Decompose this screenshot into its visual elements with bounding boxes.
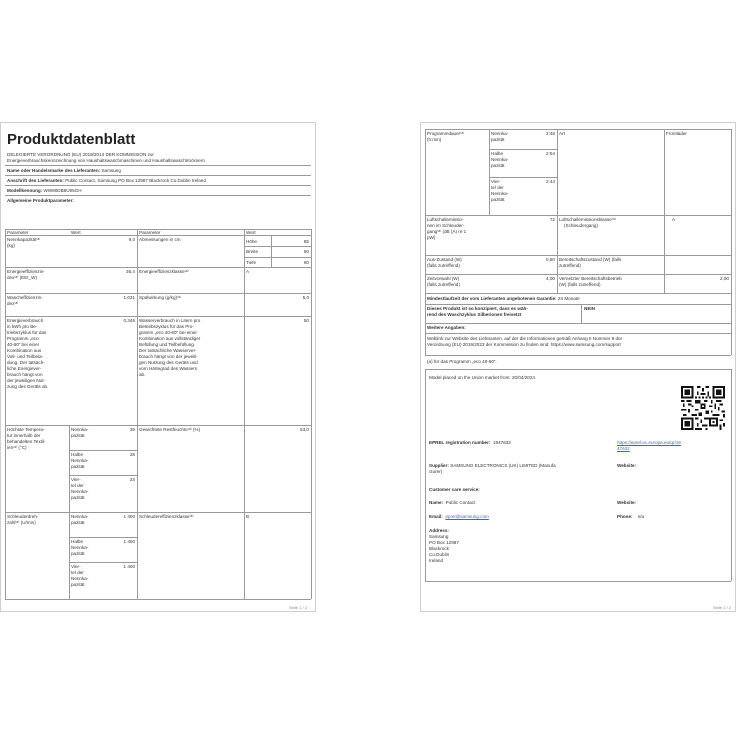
eprel-website-label: Website: <box>617 463 637 468</box>
regulation-line-2: Energieverbrauchskennzeichnung von Haushaltswaschmaschinen und Haushaltswaschtrocknern <box>7 157 205 163</box>
header-parameter-2: Parameter <box>139 230 161 235</box>
further-info-label: Weitere Angaben: <box>427 325 466 330</box>
dim-depth-value: 60 <box>303 260 309 265</box>
eei-label-1: Energieeffizienzin- <box>7 269 45 274</box>
regulation-line-1: DELEGIERTE VERORDNUNG (EU) 2019/2014 DER KOMMISSION zur <box>7 152 154 157</box>
spin-class-value: B <box>246 514 250 519</box>
rinsing-value: 5,0 <box>302 295 309 300</box>
supplier-row: Name oder Handelsmarke des Lieferanten: Samsung <box>7 168 121 173</box>
energy-class-label: Energieeffizienzklasse⁽ᵃ⁾ <box>139 269 189 274</box>
header-parameter: Parameter <box>7 230 29 235</box>
eprel-supplier: Supplier: SAMSUNG ELECTRONICS (UK) LIMITED (Manufa cturer) <box>429 463 556 474</box>
delay-start-value: 4,00 <box>546 276 555 281</box>
model-row: Modellkennung: WW90DB8U95GH <box>7 188 82 193</box>
noise-class-value: A <box>672 217 676 222</box>
capacity-label: Nennkapazität⁽ᵃ⁾ <box>7 237 41 242</box>
dim-width-value: 60 <box>303 249 309 254</box>
type-label: Art <box>559 131 565 136</box>
page-number: Seite 1 / 2 <box>289 605 308 610</box>
eei-value: 36,4 <box>126 269 135 274</box>
capacity-unit: (kg) <box>7 243 15 248</box>
care-name: Name: Public Contact <box>429 500 476 505</box>
email-link[interactable]: eprel@samsung.com <box>445 514 489 519</box>
warranty-row: Mindestlaufzeit der vom Lieferanten angebotenen Garantie: 24 Monate <box>427 296 580 301</box>
wash-eff-label-1: Wascheffizienzin- <box>7 295 43 300</box>
dim-depth-label: Tiefe <box>246 260 257 265</box>
eprel-link[interactable]: https://eprel.ec.europa.eu/qr/19 47632 <box>617 440 681 451</box>
capacity-value: 9,0 <box>128 237 135 242</box>
dim-height-label: Höhe <box>246 239 257 244</box>
header-value: Wert <box>71 230 81 235</box>
wash-eff-label-2: dex⁽ᵃ⁾ <box>7 301 19 306</box>
header-value-2: Wert <box>246 230 256 235</box>
qr-code-icon <box>681 386 725 430</box>
water-consumption-value: 50 <box>303 318 309 323</box>
rinsing-label: Spülwirkung (g/kg)⁽ᵃ⁾ <box>139 295 182 300</box>
residual-moisture-label: Gewichtete Restfeuchte⁽ᵃ⁾ (%) <box>139 427 201 432</box>
dim-width-label: Breite <box>246 249 259 254</box>
datasheet-page-1: Produktdatenblatt DELEGIERTE VERORDNUNG (EU) 2019/2014 DER KOMMISSION zur Energieverbrauchskennzeichnung von Haushaltswaschmaschinen und Haushaltswaschtrocknern Name oder Handelsmarke des Lieferanten: Samsung Anschrift des Lieferanten: Public Contact, Samsung PO Box 12987 Blackrock Co.Dublin Ireland Modellkennung: WW90DB8U95GH Allgemeine Produktparameter: Parameter Wert Parameter Wert Nennkapazität⁽ᵃ⁾ (kg) 9,0 Abmessungen in cm Höhe 85 Breite 60 Tiefe 60 Energieeffizienzin- dex⁽ᵃ⁾ (EEI_W) 36,4 Energieeffizienzklasse⁽ᵃ⁾ A Wascheffizienzin- dex⁽ᵃ⁾ 1,031 Spülwirkung (g/kg)⁽ᵃ⁾ 5,0 Energieverbrauch in kWh pro Be- triebszyklus für das Programm „eco 40-60“ bei einer Kombination aus Voll- und Teilbela- dung. Der tatsäch- liche Energiever- brauch hängt von der jeweiligen Nut- zung des Geräts ab. 0,346 Wasserverbrauch in Litern pro Betriebszyklus für das Pro- gramm „eco 40-60“ bei einer Kombination aus vollständiger Befüllung und Teilbefüllung. Der tatsächliche Wasserver- brauch hängt von der jeweili- gen Nutzung des Geräts und vom Härtegrad des Wassers ab. 50 Höchste Tempera- tur innerhalb der behandelten Textil- ien⁽ᵃ⁾ (°C) Nennka- pazität 39 Halbe Nennka- pazität 28 Vier- tel der Nennka- pazität 23 Gewichtete Restfeuchte⁽ᵃ⁾ (%) 53,0 Schleuderdreh- zahl⁽ᵃ⁾ (U/min) Nennka- pazität 1 400 Halbe Nennka- pazität 1 400 Vier- tel der Nennka- pazität 1 400 Schleudereffizienzklasse⁽ᵃ⁾ B Seite 1 / 2 <box>0 122 316 612</box>
noise-value: 72 <box>549 217 555 222</box>
footnote: (a) für das Programm „eco 40-60“. <box>427 359 497 364</box>
residual-moisture-value: 53,0 <box>300 427 309 432</box>
dim-height-value: 85 <box>303 239 309 244</box>
energy-consumption-value: 0,346 <box>123 318 135 323</box>
networked-standby-value: 2,00 <box>720 276 729 281</box>
eei-label-2: dex⁽ᵃ⁾ (EEI_W) <box>7 275 38 280</box>
care-address-label: Address: <box>429 528 449 533</box>
spin-class-label: Schleudereffizienzklasse⁽ᵃ⁾ <box>139 514 194 519</box>
care-email: Email: eprel@samsung.com <box>429 514 489 519</box>
model-placed-date: Model placed on the Union market from: 20/04/2024. <box>429 375 537 380</box>
wash-eff-value: 1,031 <box>123 295 135 300</box>
off-mode-value: 0,50 <box>546 257 555 262</box>
page-number-2: Seite 2 / 2 <box>713 605 732 610</box>
care-website-label: Website: <box>617 500 637 505</box>
silver-ions-value: NEIN <box>584 306 595 311</box>
energy-class-value: A <box>246 269 250 274</box>
dimensions-label: Abmessungen in cm <box>139 237 181 242</box>
page-title: Produktdatenblatt <box>7 131 136 148</box>
customer-care-label: Customer care service: <box>429 487 480 492</box>
supplier-address-row: Anschrift des Lieferanten: Public Contact, Samsung PO Box 12987 Blackrock Co.Dublin Ireland <box>7 178 206 183</box>
further-info-line-1: Weblink zur Website des Lieferanten, auf der die Informationen gemäß Anhang II Nummer 9 der <box>427 336 623 341</box>
general-params-label: Allgemeine Produktparameter: <box>7 198 74 203</box>
care-phone: Phone: n/a <box>617 514 645 519</box>
datasheet-page-2: Programmdauer⁽ᵃ⁾ (h:min) Nennka- pazität 3:48 Halbe Nennka- pazität 2:54 Vier- tel der Nennka- pazität 2:44 Art Frontlader Luftschallemissio- nen im Schleuder- gang⁽ᵃ⁾ (dB (A) re 1 pW) 72 Luftschallemissionsklasse⁽ᵃ⁾ (Schleudergang) A Aus-Zustand (W) (falls zutreffend) 0,50 Bereitschaftszustand (W) (falls zutreffend) Zeitvorwahl (W) (falls zutreffend) 4,00 Vernetzter Bereitschaftsbetrieb (W) (falls zutreffend) 2,00 Mindestlaufzeit der vom Lieferanten angebotenen Garantie: 24 Monate Dieses Produkt ist so konzipiert, dass es wäh- rend des Waschzyklus Silberionen freisetzt NEIN Weitere Angaben: Weblink zur Website des Lieferanten, auf der die Informationen gemäß Anhang II Nummer 9 der Verordnung (EU) 2019/2023 der Kommission zu finden sind: https://www.samsung.com/support (a) für das Programm „eco 40-60“. Model placed on the Union market from: 20/04/2024. EPREL registration number: 1947632 https://eprel.ec.europa.eu/qr/19 47632 Supplier: SAMSUNG ELECTRONICS (UK) LIMITED (Manufa cturer) Website: Customer care service: Name: Public Contact Website: Email: eprel@samsung.com Phone: n/a Address: Samsung PO Box 12987 Blackrock Co.Dublin Ireland Seite 2 / 2 <box>420 122 736 612</box>
further-info-line-2: Verordnung (EU) 2019/2023 der Kommission zu finden sind: https://www.samsung.com/support <box>427 342 621 347</box>
type-value: Frontlader <box>666 131 687 136</box>
eprel-row: EPREL registration number: 1947632 <box>429 440 511 445</box>
